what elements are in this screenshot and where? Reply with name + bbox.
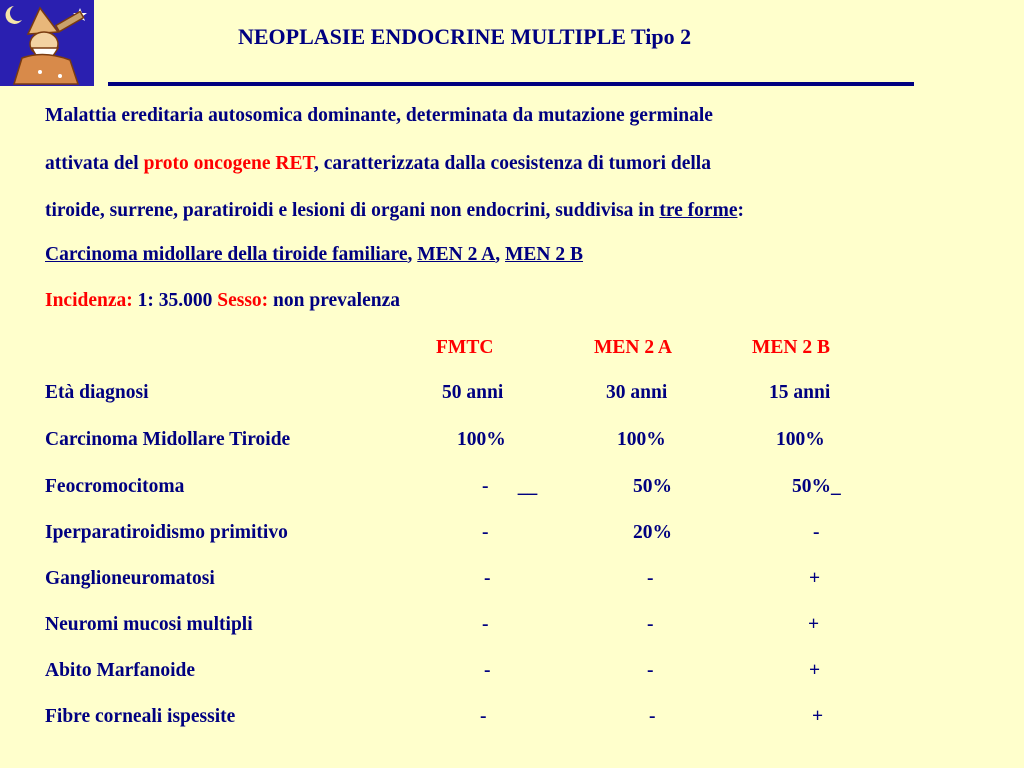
- table-cell: -: [647, 614, 654, 635]
- table-cell: 15 anni: [769, 382, 831, 403]
- table-cell: +: [809, 660, 821, 681]
- incidence-line: [45, 289, 400, 313]
- intro-line-3-start: tiroide, surrene, paratiroidi e lesioni di organi non endocrini, suddivisa in: [45, 200, 660, 221]
- table-cell: -: [484, 660, 491, 681]
- table-cell: 50%: [633, 476, 672, 497]
- table-cell: -: [647, 568, 654, 589]
- incidence-value: 1: 35.000: [132, 290, 218, 311]
- table-cell: +: [808, 614, 820, 635]
- row-label: Fibre corneali ispessite: [45, 706, 236, 727]
- forms-separator-1: ,: [407, 244, 418, 265]
- table-cell: -: [482, 614, 489, 635]
- intro-line-3-end: :: [737, 200, 744, 221]
- header-fmtc: FMTC: [436, 337, 494, 358]
- header-men2a: MEN 2 A: [594, 337, 672, 358]
- row-label: Carcinoma Midollare Tiroide: [45, 429, 291, 450]
- table-cell: 30 anni: [606, 382, 668, 403]
- row-label: Ganglioneuromatosi: [45, 568, 215, 589]
- form-men2b-link[interactable]: MEN 2 B: [505, 244, 584, 265]
- table-cell: 100%: [617, 429, 666, 450]
- wizard-logo: [0, 0, 94, 86]
- table-cell: -: [647, 660, 654, 681]
- table-cell: 100%: [776, 429, 825, 450]
- header-men2b: MEN 2 B: [752, 337, 830, 358]
- forms-separator-2: ,: [495, 244, 506, 265]
- intro-line-2-start: attivata del: [45, 153, 144, 174]
- row-label: Iperparatiroidismo primitivo: [45, 522, 288, 543]
- incidence-label: Incidenza:: [45, 290, 133, 311]
- tre-forme-link[interactable]: tre forme: [659, 200, 738, 221]
- table-cell: -: [482, 522, 489, 543]
- table-cell: 20%: [633, 522, 672, 543]
- form-men2a-link[interactable]: MEN 2 A: [417, 244, 496, 265]
- gene-name: proto oncogene RET: [143, 153, 315, 174]
- table-cell: +: [809, 568, 821, 589]
- row-label: Neuromi mucosi multipli: [45, 614, 253, 635]
- table-cell: 50%_: [792, 476, 841, 497]
- table-cell: 50 anni: [442, 382, 504, 403]
- table-cell: -: [484, 568, 491, 589]
- slide-title: NEOPLASIE ENDOCRINE MULTIPLE Tipo 2: [238, 24, 692, 49]
- intro-line-2-end: , caratterizzata dalla coesistenza di tumori della: [314, 153, 711, 174]
- forms-line: [45, 243, 583, 267]
- intro-line-1: Malattia ereditaria autosomica dominante, determinata da mutazione germinale: [45, 105, 713, 126]
- table-cell: -: [480, 706, 487, 727]
- title-underline: [108, 82, 914, 86]
- table-cell: -: [649, 706, 656, 727]
- row-label: Abito Marfanoide: [45, 660, 196, 681]
- table-cell: +: [812, 706, 824, 727]
- row-label: Età diagnosi: [45, 382, 149, 403]
- intro-line-2: [45, 152, 711, 176]
- intro-line-3: [45, 199, 744, 223]
- table-cell: - __: [482, 476, 538, 497]
- form-fmtc-link[interactable]: Carcinoma midollare della tiroide familiare: [45, 244, 408, 265]
- table-cell: -: [813, 522, 820, 543]
- sex-value: non prevalenza: [268, 290, 400, 311]
- sex-label: Sesso:: [217, 290, 269, 311]
- table-cell: 100%: [457, 429, 506, 450]
- row-label: Feocromocitoma: [45, 476, 185, 497]
